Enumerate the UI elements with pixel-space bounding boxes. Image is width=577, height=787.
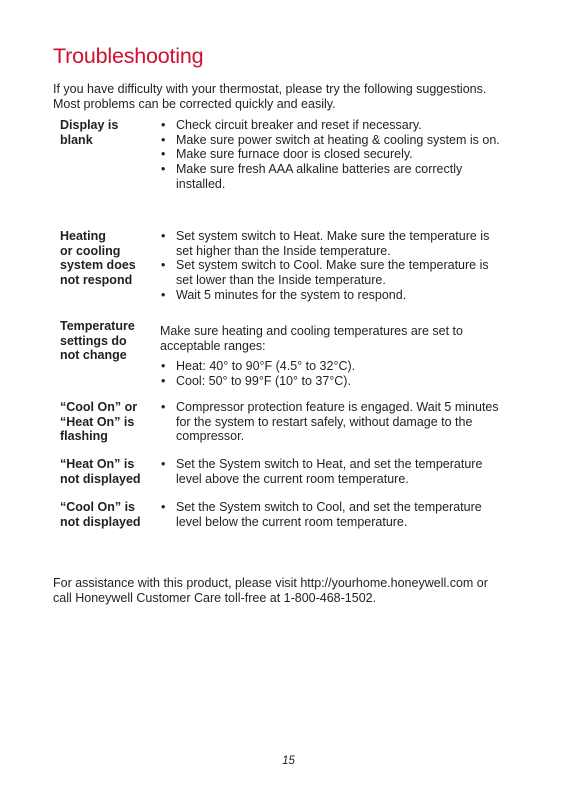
solution-list xyxy=(160,229,540,303)
bullet-icon: • xyxy=(161,147,166,162)
solution-list xyxy=(160,457,540,486)
problem-label: “Cool On” is not displayed xyxy=(60,500,141,529)
intro-line: Most problems can be corrected quickly and easily. xyxy=(53,96,336,111)
footer-line: For assistance with this product, please visit http://yourhome.honeywell.com or xyxy=(53,576,488,590)
problem-label: Temperature settings do not change xyxy=(60,319,135,363)
solution-bullet: • Check circuit breaker and reset if necessary. xyxy=(161,118,422,132)
problem-label: “Heat On” is not displayed xyxy=(60,457,141,486)
assistance-note xyxy=(53,576,488,605)
solution-bullet: • Set system switch to Heat. Make sure the temperature is set higher than the Inside temperature. xyxy=(161,229,490,258)
bullet-icon: • xyxy=(161,287,166,302)
page-number: 15 xyxy=(282,755,295,767)
solution-list xyxy=(160,118,540,192)
solution-bullet: • Make sure furnace door is closed securely. xyxy=(161,147,413,162)
solution-list xyxy=(160,400,540,444)
bullet-icon: • xyxy=(161,374,166,389)
bullet-icon: • xyxy=(161,258,166,273)
solution-bullet: • Make sure fresh AAA alkaline batteries are correctly installed. xyxy=(161,162,463,191)
solution-bullet: • Make sure power switch at heating & cooling system is on. xyxy=(161,132,500,147)
solution-list: Make sure heating and cooling temperatures are set to acceptable ranges: • Heat: 40° to 90°F (4.5° to 32°C). • Cool: 50° to 99°F (10° to 37°C). xyxy=(160,319,540,389)
solution-bullet: • Heat: 40° to 90°F (4.5° to 32°C). xyxy=(161,359,356,374)
bullet-icon: • xyxy=(161,400,166,414)
solution-bullet: • Set system switch to Cool. Make sure the temperature is set lower than the Inside temperature. xyxy=(161,258,489,288)
intro-text xyxy=(53,82,553,111)
solution-bullet: • Set the System switch to Cool, and set the temperature level below the current room temperature. xyxy=(161,500,482,529)
solution-bullet: • Wait 5 minutes for the system to respond. xyxy=(161,287,407,302)
bullet-icon: • xyxy=(161,457,166,471)
bullet-icon: • xyxy=(161,118,166,132)
solution-bullet: • Cool: 50° to 99°F (10° to 37°C). xyxy=(161,374,351,389)
bullet-icon: • xyxy=(161,132,166,147)
footer-line: call Honeywell Customer Care toll-free at 1-800-468-1502. xyxy=(53,590,377,605)
solution-bullet: • Set the System switch to Heat, and set the temperature level above the current room temperature. xyxy=(161,457,483,486)
page-title: Troubleshooting xyxy=(53,44,204,68)
solution-bullet: • Compressor protection feature is engaged. Wait 5 minutes for the system to restart safely, without damage to the compressor. xyxy=(161,400,499,444)
solution-list xyxy=(160,500,540,529)
bullet-icon: • xyxy=(161,359,166,374)
problem-label: Heating or cooling system does not respond xyxy=(60,229,136,288)
bullet-icon: • xyxy=(161,229,166,243)
intro-line: If you have difficulty with your thermostat, please try the following suggestions. xyxy=(53,82,487,96)
bullet-icon: • xyxy=(161,162,166,177)
problem-label: “Cool On” or “Heat On” is flashing xyxy=(60,400,138,444)
bullet-icon: • xyxy=(161,500,166,514)
problem-label: Display is blank xyxy=(60,118,119,147)
